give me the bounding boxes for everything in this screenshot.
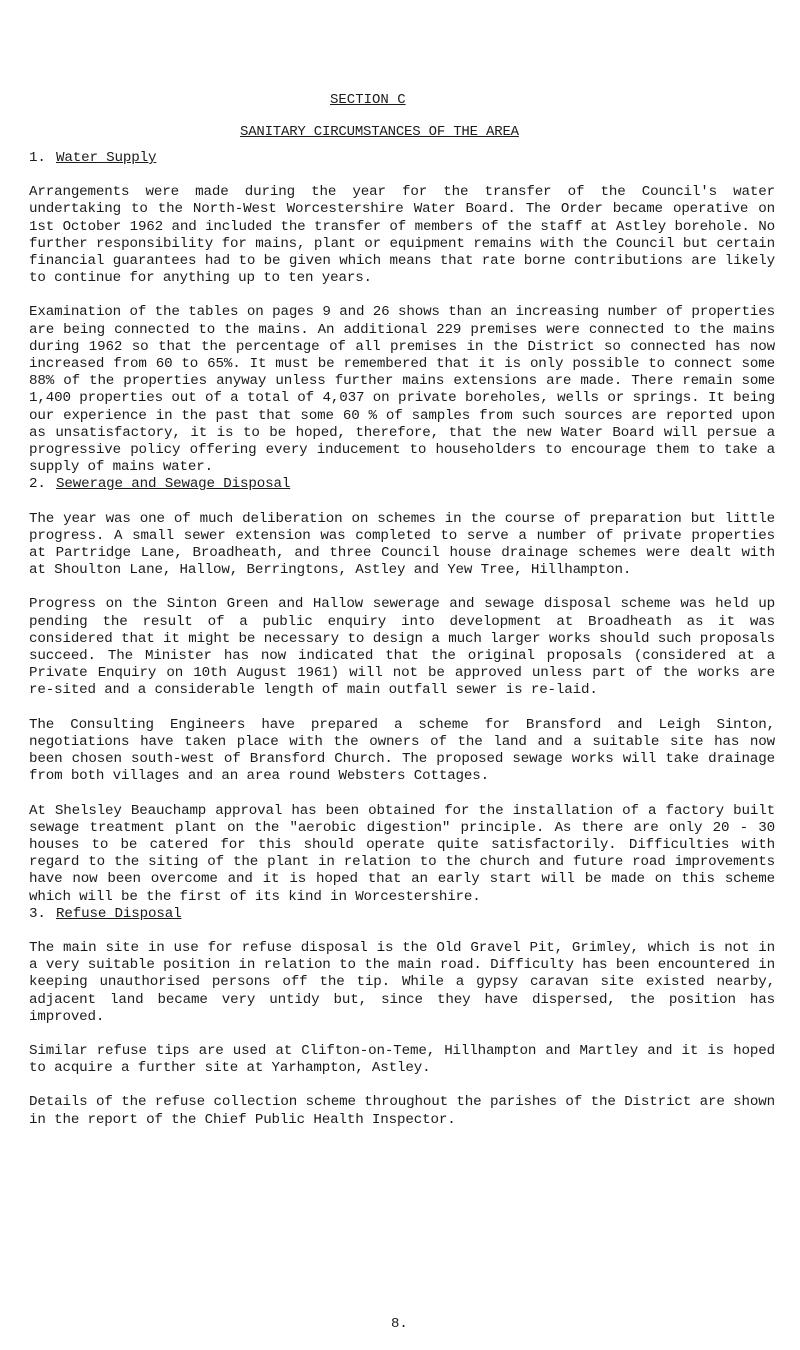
page-subtitle: SANITARY CIRCUMSTANCES OF THE AREA (240, 124, 519, 140)
page-number: 8. (391, 1316, 408, 1332)
section-heading-sewerage (29, 476, 775, 493)
section-number: 2. (29, 476, 46, 493)
body-content (29, 150, 775, 1129)
paragraph: Details of the refuse collection scheme throughout the parishes of the District are shown in the report of the Chief Public Health Inspector. (29, 1094, 775, 1128)
paragraph: Arrangements were made during the year for the transfer of the Council's water undertaking to the North-West Worcestershire Water Board. The Order became operative on 1st October 1962 and included the transfer of members of the staff at Astley borehole. No further responsibility for mains, plant or equipment remains with the Council but certain financial guarantees had to be given which means that rate borne contributions are likely to continue for anything up to ten years. (29, 184, 775, 287)
section-heading-refuse-disposal (29, 906, 775, 923)
section-title: SECTION C (330, 92, 406, 108)
paragraph: The main site in use for refuse disposal is the Old Gravel Pit, Grimley, which is not in a very suitable position in relation to the main road. Difficulty has been encountered in keeping unauthorised persons off the tip. While a gypsy caravan site existed nearby, adjacent land became very untidy but, since they have dispersed, the position has improved. (29, 939, 775, 1025)
paragraph: Progress on the Sinton Green and Hallow sewerage and sewage disposal scheme was held up pending the result of a public enquiry into development at Broadheath as it was considered that it might be necessary to design a much larger works should such proposals succeed. The Minister has now indicated that the original proposals (considered at a Private Enquiry on 10th August 1961) will not be approved unless part of the works are re-sited and a considerable length of main outfall sewer is re-laid. (29, 596, 775, 699)
section-heading-water-supply (29, 150, 775, 167)
section-heading-text: Refuse Disposal (56, 905, 182, 922)
section-heading-text: Water Supply (56, 150, 157, 166)
paragraph: At Shelsley Beauchamp approval has been obtained for the installation of a factory built sewage treatment plant on the "aerobic digestion" principle. As there are only 20 - 30 houses to be catered for this should operate quite satisfactorily. Difficulties with regard to the siting of the plant in relation to the church and future road improvements have now been overcome and it is hoped that an early start will be made on this scheme which will be the first of its kind in Worcestershire. (29, 802, 775, 905)
paragraph: Examination of the tables on pages 9 and 26 shows than an increasing number of properties are being connected to the mains. An additional 229 premises were connected to the mains during 1962 so that the percentage of all premises in the District so connected has now increased from 60 to 65%. It must be remembered that it is only possible to connect some 88% of the properties anyway unless further mains extensions are made. There remain some 1,400 properties out of a total of 4,037 on private boreholes, wells or springs. It being our experience in the past that some 60 % of samples from such sources are reported upon as unsatisfactory, it is to be hoped, therefore, that the new Water Board will persue a progressive policy offering every inducement to householders to encourage them to take a supply of mains water. (29, 304, 775, 476)
paragraph: Similar refuse tips are used at Clifton-on-Teme, Hillhampton and Martley and it is hoped to acquire a further site at Yarhampton, Astley. (29, 1042, 775, 1077)
section-number: 1. (29, 150, 46, 166)
paragraph: The Consulting Engineers have prepared a scheme for Bransford and Leigh Sinton, negotiations have taken place with the owners of the land and a suitable site has now been chosen south-west of Bransford Church. The proposed sewage works will take drainage from both villages and an area round Websters Cottages. (29, 716, 775, 785)
section-heading-text: Sewerage and Sewage Disposal (56, 476, 291, 493)
section-number: 3. (29, 905, 46, 922)
paragraph: The year was one of much deliberation on schemes in the course of preparation but little progress. A small sewer extension was completed to serve a number of private properties at Partridge Lane, Broadheath, and three Council house drainage schemes were dealt with at Shoulton Lane, Hallow, Berringtons, Astley and Yew Tree, Hillhampton. (29, 510, 775, 579)
